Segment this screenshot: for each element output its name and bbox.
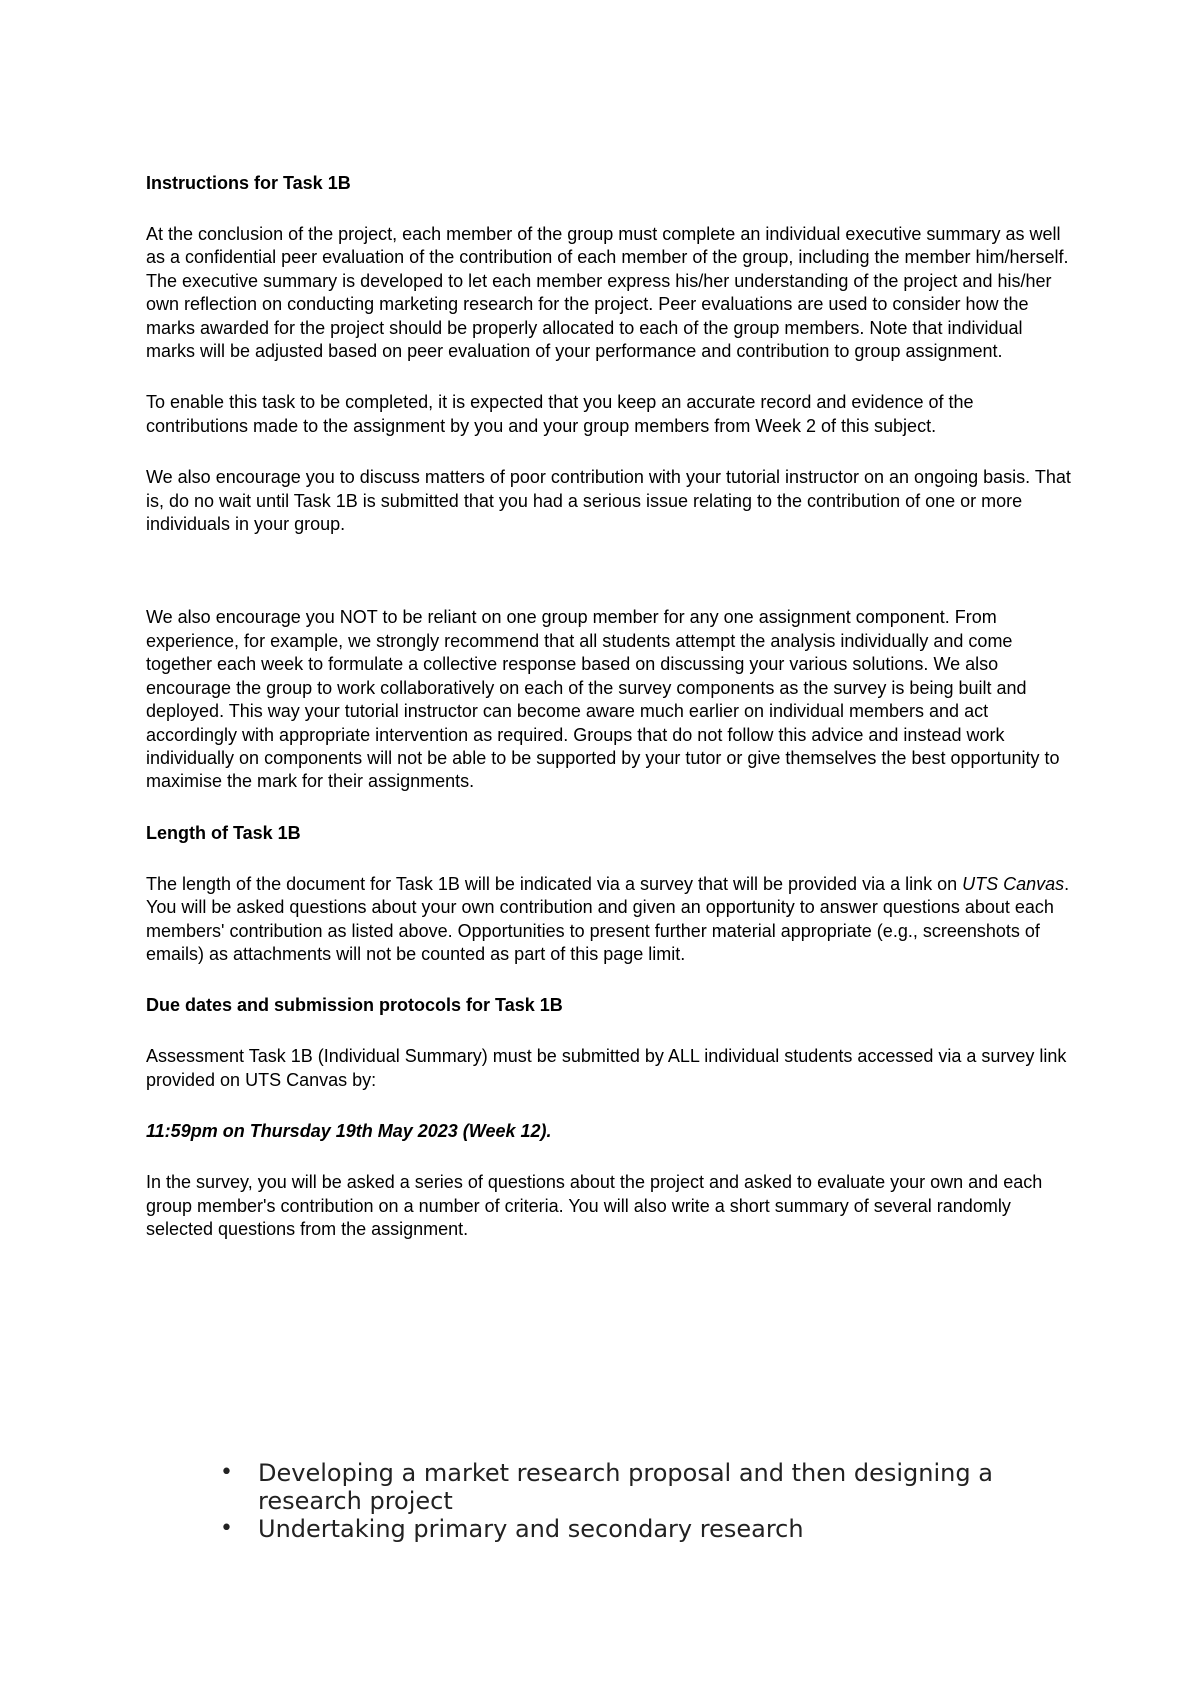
- length-paragraph: [146, 873, 1076, 967]
- bullet-icon: •: [220, 1516, 233, 1541]
- length-heading: Length of Task 1B: [146, 822, 301, 843]
- instructions-heading: Instructions for Task 1B: [146, 173, 351, 193]
- due-paragraph-2: In the survey, you will be asked a series of questions about the project and asked to evaluate your own and each group member's contribution on a number of criteria. You will also write a short summary of several randomly selected questions from the assignment.: [146, 1172, 1043, 1239]
- bullet-text: Developing a market research proposal and then designing a research project: [258, 1459, 993, 1515]
- due-paragraph-1: Assessment Task 1B (Individual Summary) must be submitted by ALL individual students accessed via a survey link provided on UTS Canvas by:: [146, 1046, 1067, 1090]
- list-item: [214, 1515, 1034, 1543]
- bullet-icon: •: [220, 1460, 233, 1485]
- instructions-paragraph-3: We also encourage you to discuss matters of poor contribution with your tutorial instructor on an ongoing basis. That is, do no wait until Task 1B is submitted that you had a serious issue relating to the contribution of one or more individuals in your group.: [146, 467, 1071, 535]
- instructions-paragraph-4: We also encourage you NOT to be reliant on one group member for any one assignment component. From experience, for example, we strongly recommend that all students attempt the analysis individually and come together each week to formulate a collective response based on discussing your various solutions. We also encourage the group to work collaboratively on each of the survey components as the survey is being built and deployed. This way your tutorial instructor can become aware much earlier on individual members and act accordingly with appropriate intervention as required. Groups that do not follow this advice and instead work individually on components will not be able to be supported by your tutor or give themselves the best opportunity to maximise the mark for their assignments.: [146, 607, 1060, 792]
- length-text-before: The length of the document for Task 1B will be indicated via a survey that will be provided via a link on: [146, 873, 963, 894]
- due-heading: Due dates and submission protocols for Task 1B: [146, 995, 563, 1016]
- due-date: 11:59pm on Thursday 19th May 2023 (Week 12).: [146, 1121, 552, 1142]
- list-item: [214, 1459, 1034, 1515]
- length-text-after: . You will be asked questions about your own contribution and given an opportunity to answer questions about each members' contribution as listed above. Opportunities to present further material appropriate (e.g., screenshots of emails) as attachments will not be counted as part of this page limit.: [146, 873, 1070, 964]
- bullet-text: Undertaking primary and secondary research: [258, 1515, 804, 1543]
- instructions-paragraph-1: At the conclusion of the project, each member of the group must complete an individual executive summary as well as a confidential peer evaluation of the contribution of each member of the group, including the member him/herself. The executive summary is developed to let each member express his/her understanding of the project and his/her own reflection on conducting marketing research for the project. Peer evaluations are used to consider how the marks awarded for the project should be properly allocated to each of the group members. Note that individual marks will be adjusted based on peer evaluation of your performance and contribution to group assignment.: [146, 224, 1069, 362]
- uts-canvas-emphasis: UTS Canvas: [962, 873, 1065, 894]
- bullet-list: [214, 1459, 1034, 1543]
- instructions-paragraph-2: To enable this task to be completed, it is expected that you keep an accurate record and evidence of the contributions made to the assignment by you and your group members from Week 2 of this subject.: [146, 392, 974, 436]
- document-body: [146, 172, 1076, 1269]
